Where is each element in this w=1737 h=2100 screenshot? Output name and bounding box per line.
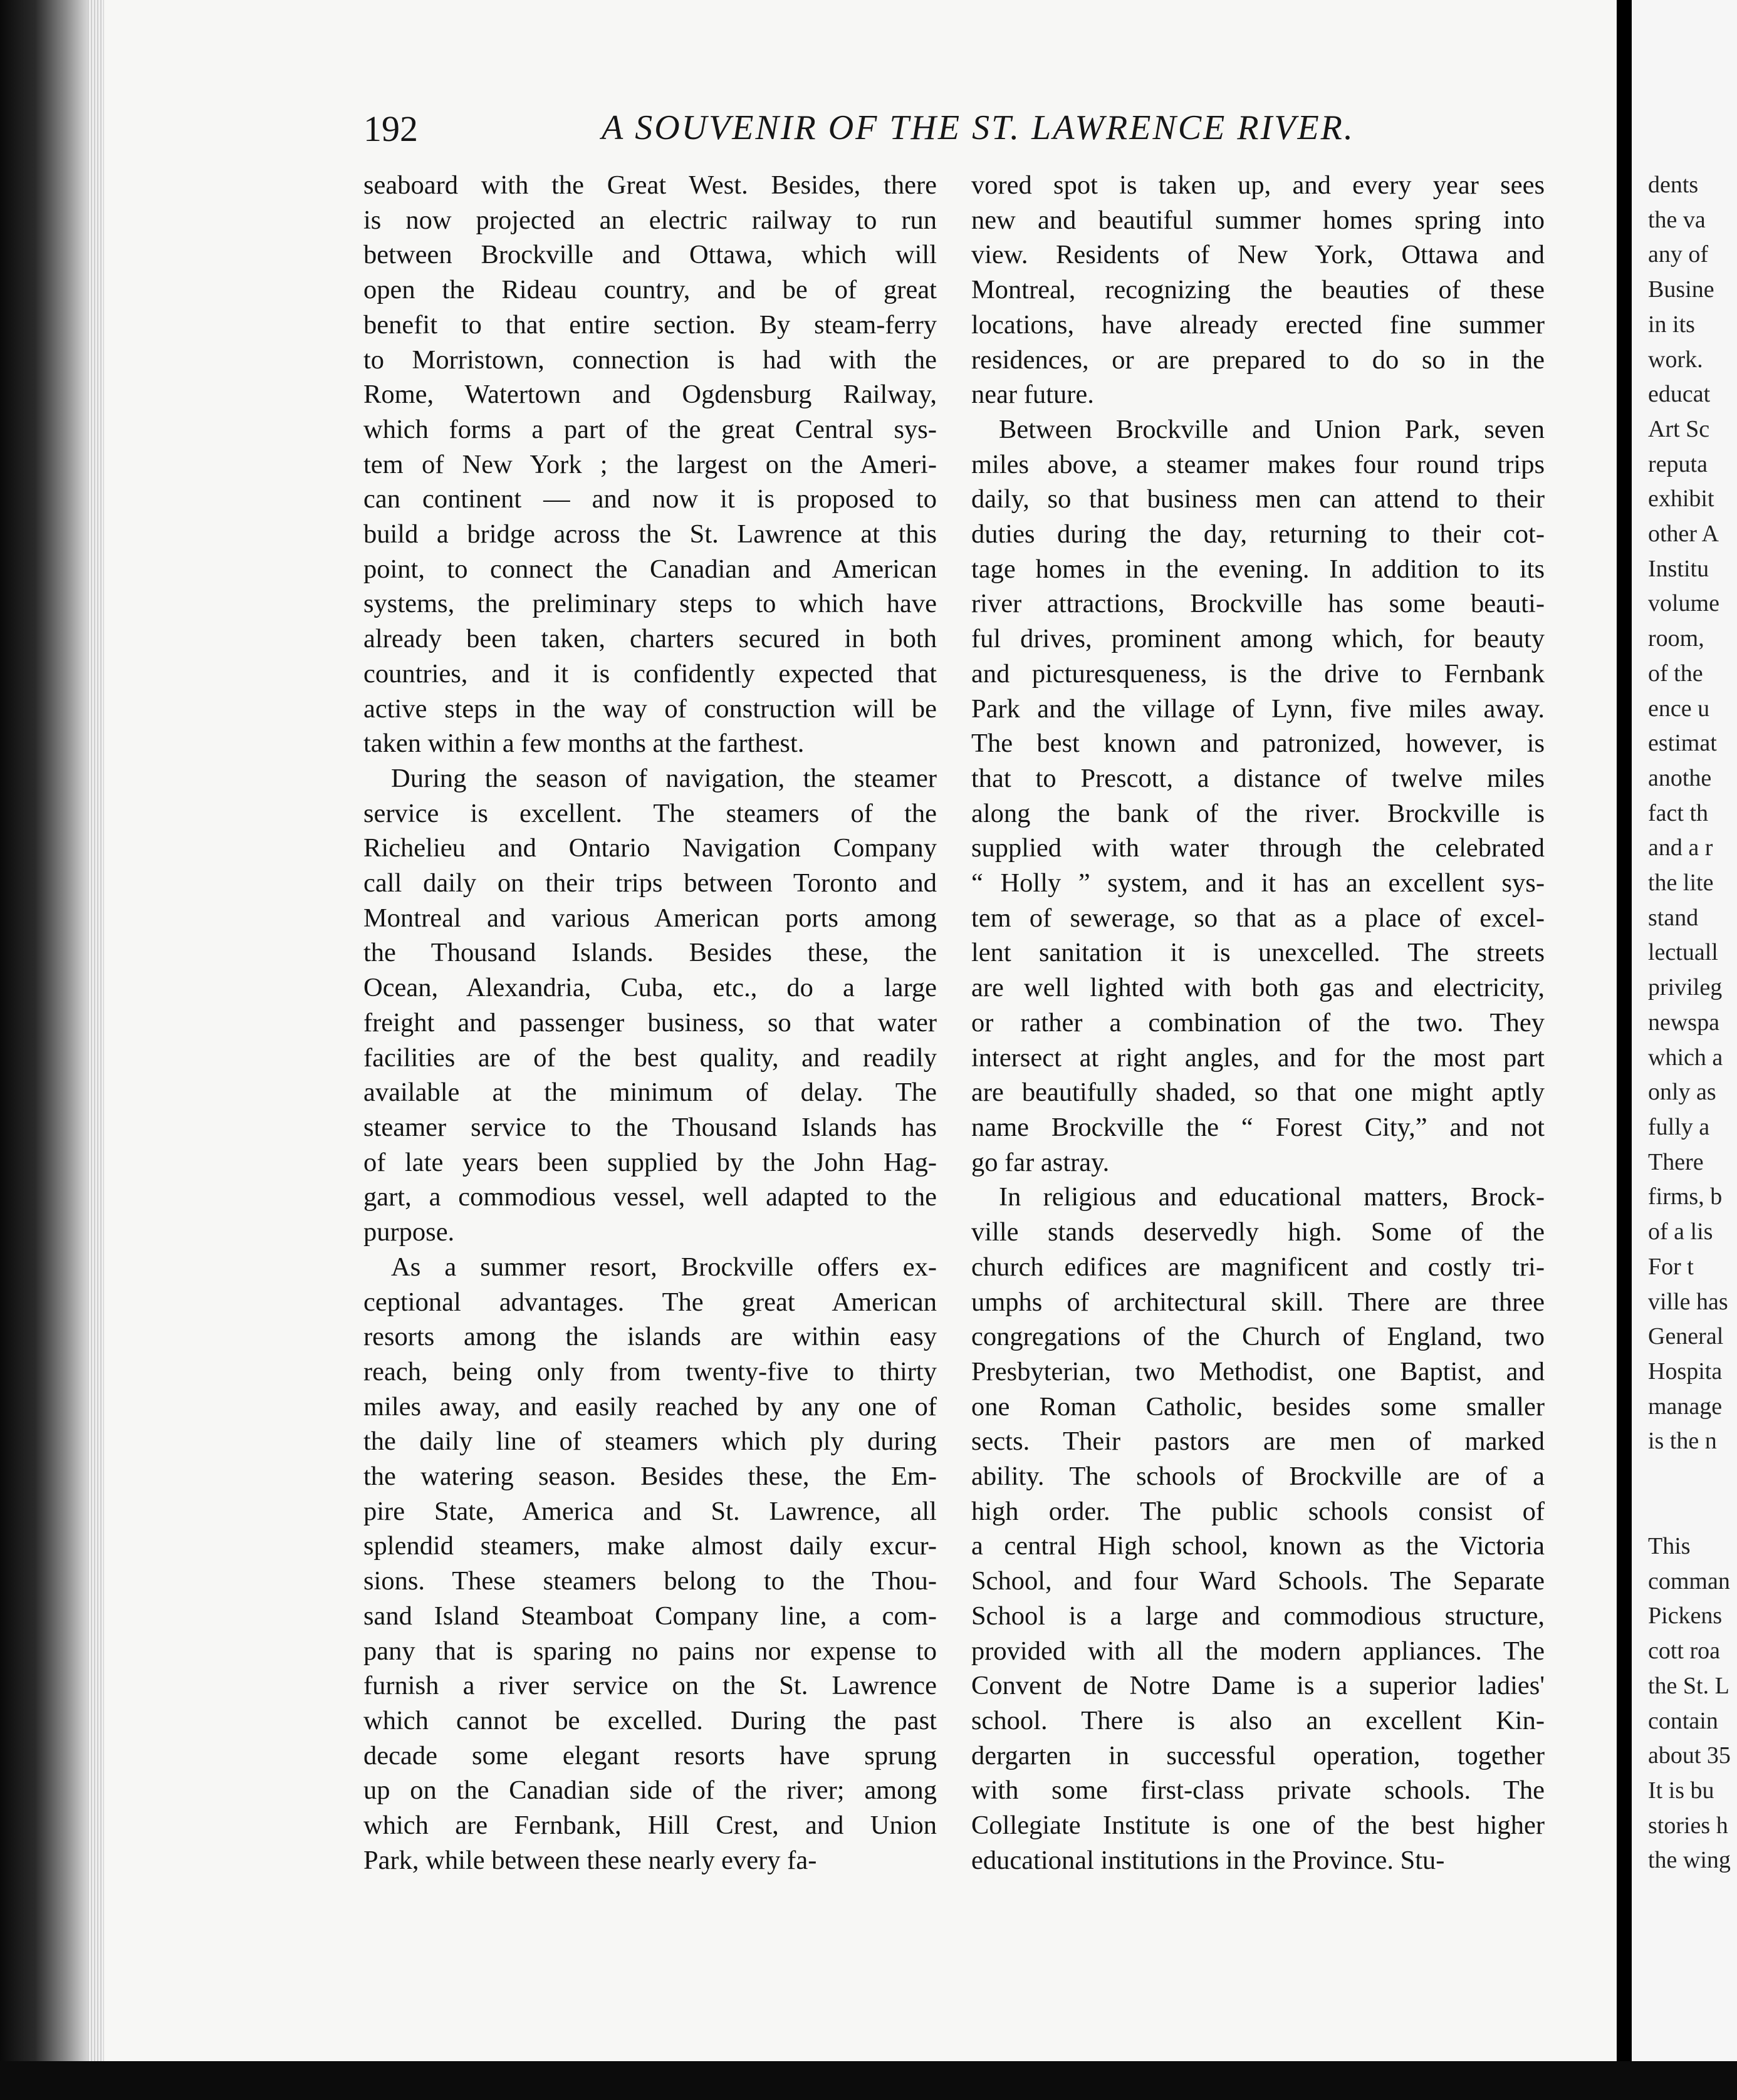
- text-line: countries, and it is confidently expected that: [363, 658, 937, 689]
- text-line: already been taken, charters secured in both: [363, 624, 937, 654]
- facing-page-line: stand: [1648, 904, 1699, 931]
- text-line: which forms a part of the great Central sys-: [363, 414, 937, 444]
- text-line: sand Island Steamboat Company line, a com-: [363, 1601, 937, 1631]
- facing-page-line: in its: [1648, 311, 1695, 338]
- text-line: Park, while between these nearly every fa-: [363, 1845, 817, 1875]
- text-line: which are Fernbank, Hill Crest, and Union: [363, 1811, 937, 1841]
- facing-page-line: General: [1648, 1323, 1724, 1350]
- text-line: is now projected an electric railway to run: [363, 205, 937, 235]
- text-line: splendid steamers, make almost daily excur-: [363, 1531, 937, 1561]
- text-line: high order. The public schools consist of: [971, 1496, 1545, 1526]
- text-line: Montreal and various American ports among: [363, 903, 937, 933]
- text-line: the Thousand Islands. Besides these, the: [363, 938, 937, 968]
- text-line: gart, a commodious vessel, well adapted to the: [363, 1182, 937, 1212]
- text-line: near future.: [971, 380, 1094, 410]
- facing-page-line: exhibit: [1648, 486, 1714, 512]
- facing-page-line: only as: [1648, 1079, 1716, 1106]
- text-line: up on the Canadian side of the river; among: [363, 1775, 937, 1806]
- paragraph: [363, 761, 937, 1250]
- text-line: taken within a few months at the farthest.: [363, 729, 805, 759]
- text-line: tem of New York ; the largest on the Ameri-: [363, 449, 937, 479]
- facing-page-line: room,: [1648, 625, 1704, 652]
- text-line: systems, the preliminary steps to which have: [363, 589, 937, 619]
- facing-page-line: It is bu: [1648, 1777, 1714, 1804]
- text-line: the daily line of steamers which ply during: [363, 1427, 937, 1457]
- facing-page-line: privileg: [1648, 974, 1723, 1001]
- text-line: ceptional advantages. The great American: [363, 1287, 937, 1317]
- facing-page-line: estimat: [1648, 730, 1717, 757]
- text-line: available at the minimum of delay. The: [363, 1078, 937, 1108]
- text-line: congregations of the Church of England, two: [971, 1322, 1545, 1352]
- facing-page-line: the va: [1648, 206, 1706, 233]
- text-line: one Roman Catholic, besides some smaller: [971, 1391, 1545, 1422]
- facing-page-line: educat: [1648, 381, 1711, 408]
- text-line: with some first-class private schools. The: [971, 1775, 1545, 1806]
- running-title: A SOUVENIR OF THE ST. LAWRENCE RIVER.: [602, 108, 1355, 147]
- text-line: Between Brockville and Union Park, seven: [999, 414, 1545, 444]
- book-gutter: [1617, 0, 1632, 2100]
- right-column: [971, 168, 1545, 1922]
- text-line: sects. Their pastors are men of marked: [971, 1427, 1545, 1457]
- text-line: Collegiate Institute is one of the best higher: [971, 1811, 1545, 1841]
- text-line: resorts among the islands are within easy: [363, 1322, 937, 1352]
- paragraph: [363, 1250, 937, 1878]
- text-line: that to Prescott, a distance of twelve miles: [971, 763, 1545, 793]
- text-line: along the bank of the river. Brockville is: [971, 798, 1545, 828]
- text-line: tem of sewerage, so that as a place of excel-: [971, 903, 1545, 933]
- facing-page-line: ville has: [1648, 1288, 1728, 1315]
- facing-page-line: dents: [1648, 172, 1699, 198]
- facing-page-line: Busine: [1648, 276, 1714, 303]
- text-line: daily, so that business men can attend to their: [971, 484, 1545, 514]
- facing-page-line: For t: [1648, 1253, 1694, 1280]
- facing-page-line: and a r: [1648, 834, 1713, 861]
- text-line: can continent — and now it is proposed to: [363, 484, 937, 514]
- text-line: intersect at right angles, and for the most part: [971, 1042, 1545, 1073]
- text-line: Rome, Watertown and Ogdensburg Railway,: [363, 380, 937, 410]
- facing-page-line: any of: [1648, 241, 1709, 268]
- text-line: between Brockville and Ottawa, which will: [363, 240, 937, 270]
- text-line: freight and passenger business, so that water: [363, 1007, 937, 1037]
- facing-page-line: work.: [1648, 346, 1703, 373]
- text-line: are beautifully shaded, so that one might aptly: [971, 1078, 1545, 1108]
- facing-page-line: cott roa: [1648, 1638, 1721, 1665]
- text-line: ful drives, prominent among which, for beauty: [971, 624, 1545, 654]
- facing-page-line: fully a: [1648, 1113, 1710, 1140]
- page-edge-stack: [88, 0, 104, 2061]
- text-line: pany that is sparing no pains nor expense to: [363, 1636, 937, 1666]
- facing-page-line: comman: [1648, 1567, 1730, 1594]
- text-line: residences, or are prepared to do so in the: [971, 345, 1545, 375]
- paragraph: [971, 1180, 1545, 1878]
- text-line: School, and four Ward Schools. The Separate: [971, 1566, 1545, 1596]
- facing-page-line: There: [1648, 1148, 1704, 1175]
- paragraph: [971, 412, 1545, 1180]
- text-line: vored spot is taken up, and every year sees: [971, 170, 1545, 200]
- text-line: view. Residents of New York, Ottawa and: [971, 240, 1545, 270]
- text-line: the watering season. Besides these, the Em-: [363, 1462, 937, 1492]
- text-line: Convent de Notre Dame is a superior ladies': [971, 1671, 1545, 1701]
- text-line: a central High school, known as the Victoria: [971, 1531, 1545, 1561]
- text-line: facilities are of the best quality, and readily: [363, 1042, 937, 1073]
- text-line: steamer service to the Thousand Islands has: [363, 1112, 937, 1142]
- text-line: Montreal, recognizing the beauties of these: [971, 275, 1545, 305]
- text-line: pire State, America and St. Lawrence, all: [363, 1496, 937, 1526]
- text-line: Park and the village of Lynn, five miles away.: [971, 694, 1545, 724]
- facing-page-line: lectuall: [1648, 939, 1718, 966]
- facing-page-line: of the: [1648, 660, 1703, 687]
- text-line: Presbyterian, two Methodist, one Baptist, and: [971, 1356, 1545, 1386]
- text-line: build a bridge across the St. Lawrence at this: [363, 519, 937, 549]
- text-line: point, to connect the Canadian and American: [363, 554, 937, 584]
- text-line: Ocean, Alexandria, Cuba, etc., do a large: [363, 973, 937, 1003]
- text-line: church edifices are magnificent and costly tri-: [971, 1252, 1545, 1282]
- facing-page-text: [1648, 168, 1737, 1922]
- text-line: seaboard with the Great West. Besides, there: [363, 170, 937, 200]
- text-line: Richelieu and Ontario Navigation Company: [363, 833, 937, 863]
- text-line: call daily on their trips between Toronto and: [363, 868, 937, 898]
- facing-page-line: which a: [1648, 1044, 1723, 1071]
- text-line: furnish a river service on the St. Lawrence: [363, 1671, 937, 1701]
- text-line: new and beautiful summer homes spring into: [971, 205, 1545, 235]
- text-line: or rather a combination of the two. They: [971, 1007, 1545, 1037]
- text-line: supplied with water through the celebrated: [971, 833, 1545, 863]
- text-line: As a summer resort, Brockville offers ex-: [391, 1252, 937, 1282]
- text-line: reach, being only from twenty-five to thirty: [363, 1356, 937, 1386]
- text-line: provided with all the modern appliances. The: [971, 1636, 1545, 1666]
- text-line: tage homes in the evening. In addition to its: [971, 554, 1545, 584]
- facing-page-line: the wing: [1648, 1847, 1731, 1874]
- text-line: purpose.: [363, 1217, 455, 1247]
- facing-page-line: manage: [1648, 1393, 1723, 1420]
- text-line: open the Rideau country, and be of great: [363, 275, 937, 305]
- facing-page-line: ence u: [1648, 695, 1710, 722]
- book-spine-shadow: [0, 0, 88, 2100]
- text-line: dergarten in successful operation, together: [971, 1740, 1545, 1770]
- facing-page: [1632, 0, 1737, 2061]
- facing-page-line: Art Sc: [1648, 415, 1710, 442]
- text-line: sions. These steamers belong to the Thou-: [363, 1566, 937, 1596]
- text-line: lent sanitation it is unexcelled. The streets: [971, 938, 1545, 968]
- text-line: locations, have already erected fine summer: [971, 309, 1545, 340]
- text-line: duties during the day, returning to their cot-: [971, 519, 1545, 549]
- text-line: of late years been supplied by the John Hag-: [363, 1147, 937, 1177]
- text-line: name Brockville the “ Forest City,” and not: [971, 1112, 1545, 1142]
- text-line: river attractions, Brockville has some beauti-: [971, 589, 1545, 619]
- text-line: “ Holly ” system, and it has an excellent sys-: [971, 868, 1545, 898]
- text-line: ville stands deservedly high. Some of the: [971, 1217, 1545, 1247]
- facing-page-line: other A: [1648, 521, 1719, 548]
- facing-page-line: Pickens: [1648, 1603, 1723, 1630]
- facing-page-line: volume: [1648, 590, 1719, 617]
- text-line: benefit to that entire section. By steam-ferry: [363, 309, 937, 340]
- facing-page-line: about 35: [1648, 1742, 1731, 1769]
- text-line: educational institutions in the Province. Stu-: [971, 1845, 1445, 1875]
- facing-page-line: firms, b: [1648, 1183, 1723, 1210]
- text-line: to Morristown, connection is had with the: [363, 345, 937, 375]
- facing-page-line: This: [1648, 1533, 1691, 1560]
- facing-page-line: fact th: [1648, 799, 1709, 826]
- text-line: service is excellent. The steamers of the: [363, 798, 937, 828]
- facing-page-line: the St. L: [1648, 1672, 1729, 1699]
- scan-bottom-edge: [0, 2061, 1737, 2100]
- facing-page-line: the lite: [1648, 870, 1714, 897]
- facing-page-line: of a lis: [1648, 1219, 1713, 1245]
- text-line: go far astray.: [971, 1147, 1110, 1177]
- text-line: active steps in the way of construction will be: [363, 694, 937, 724]
- facing-page-line: Hospita: [1648, 1358, 1723, 1385]
- text-line: which cannot be excelled. During the past: [363, 1705, 937, 1735]
- text-line: ability. The schools of Brockville are of a: [971, 1462, 1545, 1492]
- text-line: miles away, and easily reached by any one of: [363, 1391, 937, 1422]
- text-line: umphs of architectural skill. There are three: [971, 1287, 1545, 1317]
- facing-page-line: Institu: [1648, 555, 1709, 582]
- facing-page-line: reputa: [1648, 450, 1708, 477]
- text-line: decade some elegant resorts have sprung: [363, 1740, 937, 1770]
- text-line: are well lighted with both gas and electricity,: [971, 973, 1545, 1003]
- spacer: [1648, 1459, 1737, 1529]
- text-line: and picturesqueness, is the drive to Fernbank: [971, 658, 1545, 689]
- text-line: During the season of navigation, the steamer: [391, 763, 937, 793]
- left-column: [363, 168, 937, 1922]
- text-line: School is a large and commodious structure,: [971, 1601, 1545, 1631]
- facing-page-line: stories h: [1648, 1812, 1728, 1839]
- text-line: In religious and educational matters, Brock-: [999, 1182, 1545, 1212]
- facing-page-line: newspa: [1648, 1009, 1719, 1036]
- page-number: 192: [363, 108, 418, 149]
- facing-page-line: is the n: [1648, 1428, 1717, 1455]
- paragraph: [971, 168, 1545, 412]
- paragraph: [363, 168, 937, 761]
- running-head: [363, 108, 1737, 152]
- text-line: miles above, a steamer makes four round trips: [971, 449, 1545, 479]
- text-line: school. There is also an excellent Kin-: [971, 1705, 1545, 1735]
- text-line: The best known and patronized, however, is: [971, 729, 1545, 759]
- facing-page-line: anothe: [1648, 764, 1712, 791]
- facing-page-line: contain: [1648, 1707, 1718, 1734]
